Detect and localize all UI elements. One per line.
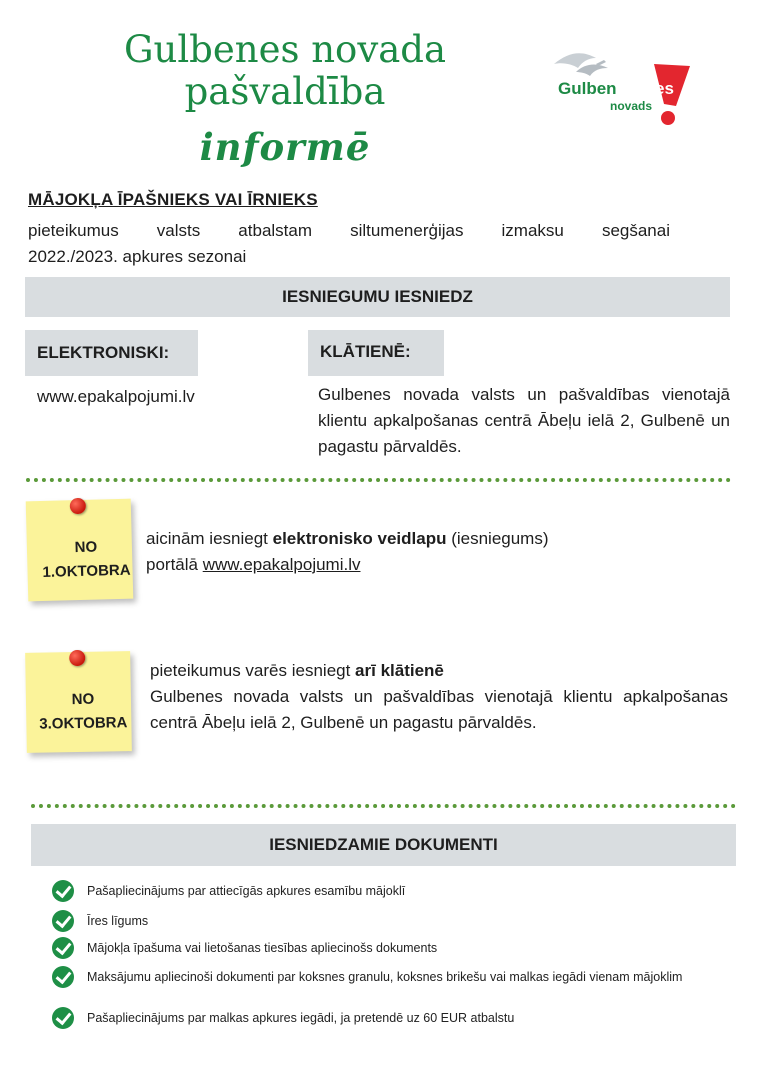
step1-text-part: (iesniegums) <box>446 529 549 548</box>
sticky-note-step1 <box>26 499 134 602</box>
check-icon <box>52 880 74 902</box>
dotted-divider-top <box>26 478 731 482</box>
check-icon <box>52 1007 74 1029</box>
check-icon <box>52 966 74 988</box>
header-title-line2: pašvaldība <box>184 70 386 113</box>
step1-portal-link[interactable]: www.epakalpojumi.lv <box>202 555 361 574</box>
check-icon <box>52 910 74 932</box>
document-text: Pašapliecinājums par malkas apkures iegādi, ja pretendē uz 60 EUR atbalstu <box>87 1011 515 1025</box>
logo-word-es: es <box>655 79 674 98</box>
pushpin-icon <box>69 650 85 666</box>
inperson-description: Gulbenes novada valsts un pašvaldības vienotajā klientu apkalpošanas centrā Ābeļu ielā 2, Gulbenē un pagastu pārvaldēs. <box>318 385 730 456</box>
step2-text <box>150 658 728 736</box>
document-text: Mājokļa īpašuma vai lietošanas tiesības apliecinošs dokuments <box>87 941 438 955</box>
sticky-note-step2 <box>25 651 132 753</box>
online-label: ELEKTRONISKI: <box>25 330 198 376</box>
subject-text-line1: pieteikumus valsts atbalstam siltumenerģijas izmaksu segšanai <box>28 221 670 240</box>
step2-bold-inperson: arī klātienē <box>355 661 444 680</box>
step1-bold-form: elektronisko veidlapu <box>272 529 447 548</box>
check-icon <box>52 937 74 959</box>
note-line2: 1.OKTOBRA <box>42 561 131 581</box>
step2-text-part: Gulbenes novada valsts un pašvaldības vienotajā klientu apkalpošanas centrā Ābeļu ielā 2, Gulbenē un pagastu pārvaldēs. <box>150 687 728 732</box>
documents-banner: IESNIEDZAMIE DOKUMENTI <box>31 824 736 866</box>
subject-text-line2: 2022./2023. apkures sezonai <box>28 247 247 266</box>
step1-text-part: portālā <box>146 555 203 574</box>
online-website-link[interactable]: www.epakalpojumi.lv <box>37 387 195 406</box>
submit-banner: IESNIEGUMU IESNIEDZ <box>25 277 730 317</box>
document-text: Maksājumu apliecinoši dokumenti par koksnes granulu, koksnes brikešu vai malkas iegādi vienam mājoklim <box>87 970 683 984</box>
inperson-label: KLĀTIENĒ: <box>308 330 444 376</box>
dotted-divider-bottom <box>31 804 736 808</box>
swan-logo-icon <box>548 42 698 132</box>
document-text: Pašapliecinājums par attiecīgās apkures esamību mājoklī <box>87 884 406 898</box>
note-line1: NO <box>74 538 98 557</box>
header-title-informe: informē <box>199 125 371 169</box>
pushpin-icon <box>70 498 86 514</box>
step1-text-part: aicinām iesniegt <box>146 529 273 548</box>
note-line2: 3.OKTOBRA <box>39 714 128 733</box>
gulbene-logo <box>548 42 698 132</box>
step2-text-part: pieteikumus varēs iesniegt <box>150 661 356 680</box>
subject-title: MĀJOKĻA ĪPAŠNIEKS VAI ĪRNIEKS <box>28 190 318 209</box>
step1-text <box>146 526 646 578</box>
subject-description <box>28 218 670 270</box>
logo-word-novads: novads <box>610 99 653 113</box>
logo-word-gulben: Gulben <box>558 79 617 98</box>
document-text: Īres līgums <box>87 914 149 928</box>
note-line1: NO <box>71 690 95 709</box>
header-title-line1: Gulbenes novada <box>123 28 447 71</box>
